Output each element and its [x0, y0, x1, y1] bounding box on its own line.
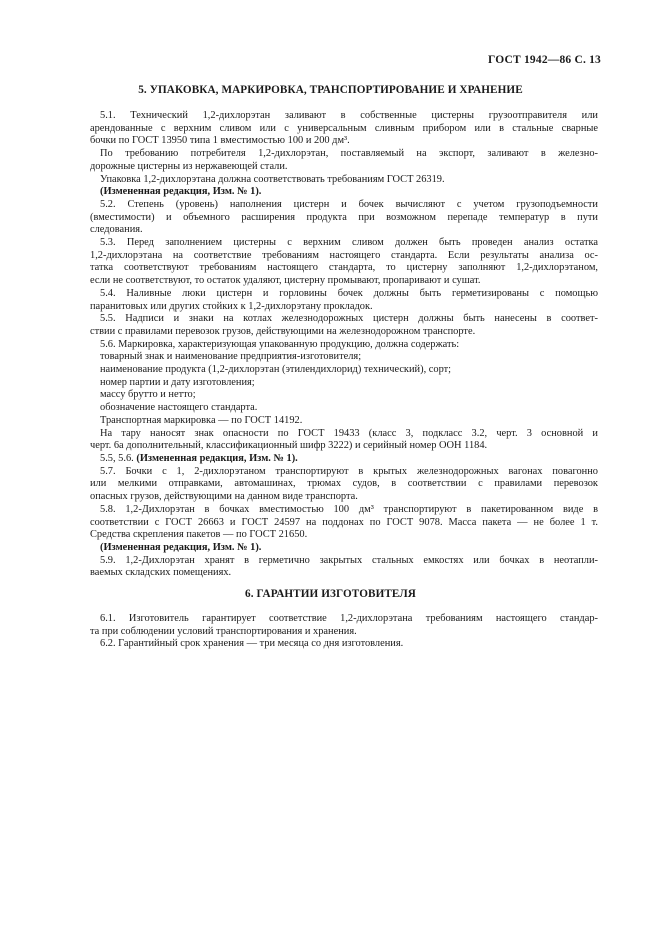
text-line-content: или мелкими отправками, автомашинах, трюмах судов, в соответствии с правилами перевозок — [90, 478, 598, 490]
text-line — [90, 275, 598, 288]
text-line — [90, 212, 598, 225]
text-line-content: 5.2. Степень (уровень) наполнения цистерн и бочек вычисляют с учетом грузоподъемности — [100, 198, 598, 210]
text-line — [90, 453, 598, 466]
text-line — [90, 123, 598, 136]
text-line — [90, 110, 598, 123]
section-6-body — [90, 613, 598, 651]
text-line — [90, 478, 598, 491]
text-line — [90, 415, 598, 428]
text-line-content: ствии с правилами перевозок грузов, действующими на железнодорожном транспорте. — [90, 325, 476, 337]
text-line-content: (Измененная редакция, Изм. № 1). — [100, 186, 262, 198]
text-line — [90, 161, 598, 174]
text-line — [90, 466, 598, 479]
text-line-content: 5.9. 1,2-Дихлорэтан хранят в герметично закрытых стальных емкостях или бочках в неотапли- — [100, 554, 598, 566]
text-line-content: следования. — [90, 224, 143, 236]
text-line-content: черт. 6а дополнительный, классификационный шифр 3222) и серийный номер ООН 1184. — [90, 440, 488, 452]
text-line-content: паранитовых или других стойких к 1,2-дихлорэтану прокладок. — [90, 300, 373, 312]
text-line — [90, 377, 598, 390]
text-line-content: 5.6. Маркировка, характеризующая упакованную продукцию, должна содержать: — [100, 338, 460, 350]
section-5-body — [90, 110, 598, 580]
page-header: ГОСТ 1942—86 С. 13 — [488, 54, 601, 66]
text-line-content: Средства скрепления пакетов — по ГОСТ 21650. — [90, 529, 308, 541]
text-line — [90, 364, 598, 377]
text-line-content: та при соблюдении условий транспортирования и хранения. — [90, 625, 357, 637]
text-line — [90, 237, 598, 250]
text-line — [90, 250, 598, 263]
text-line — [90, 613, 598, 626]
text-line-content: (Измененная редакция, Изм. № 1). — [100, 541, 262, 553]
text-line-content: массу брутто и нетто; — [100, 389, 196, 401]
text-line-content: (вместимости) и объемного расширения продукта при возможном перепаде температур в пути — [90, 211, 598, 223]
text-line-content: татка соответствуют требованиям настоящего стандарта, то цистерну заполняют 1,2-дихлорэтаном, — [90, 262, 598, 274]
text-line-content: бочки по ГОСТ 13950 типа 1 вместимостью 100 и 200 дм³. — [90, 135, 350, 147]
text-line — [90, 339, 598, 352]
text-line-content: наименование продукта (1,2-дихлорэтан (этилендихлорид) технический), сорт; — [100, 364, 452, 376]
text-line-content: обозначение настоящего стандарта. — [100, 402, 258, 414]
text-line — [90, 440, 598, 453]
text-line — [90, 135, 598, 148]
text-line-content: если не соответствуют, то остаток удаляют, цистерну промывают, пропаривают и сушат. — [90, 275, 481, 287]
section-6-title: 6. ГАРАНТИИ ИЗГОТОВИТЕЛЯ — [245, 588, 416, 600]
text-line — [90, 529, 598, 542]
text-line — [90, 517, 598, 530]
text-line-content: 1,2-дихлорэтана на соответствие требованиям настоящего стандарта. Если результаты анализа ос- — [90, 249, 598, 261]
text-line — [90, 389, 598, 402]
text-line-content: 5.4. Наливные люки цистерн и горловины бочек должны быть герметизированы с помощью — [100, 287, 598, 299]
text-line — [90, 288, 598, 301]
text-line-content: опасных грузов, действующими на данном виде транспорта. — [90, 491, 358, 503]
text-line — [90, 504, 598, 517]
text-line — [90, 224, 598, 237]
text-line — [90, 186, 598, 199]
text-line-content: Транспортная маркировка — по ГОСТ 14192. — [100, 414, 303, 426]
text-line — [90, 428, 598, 441]
text-line-content: По требованию потребителя 1,2-дихлорэтан, поставляемый на экспорт, заливают в железно- — [100, 148, 598, 160]
text-line-content: 5.5, 5.6. — [100, 452, 137, 464]
text-line-content: дорожные цистерны из нержавеющей стали. — [90, 160, 288, 172]
text-line-content: ваемых складских помещениях. — [90, 567, 232, 579]
text-line — [90, 148, 598, 161]
text-line-content: 5.7. Бочки с 1, 2-дихлорэтаном транспортируют в крытых железнодорожных вагонах повагонно — [100, 465, 598, 477]
text-line — [90, 326, 598, 339]
text-line — [90, 491, 598, 504]
text-line — [90, 626, 598, 639]
text-line — [90, 301, 598, 314]
text-line-content: товарный знак и наименование предприятия-изготовителя; — [100, 351, 362, 363]
text-line-content: 5.3. Перед заполнением цистерны с верхним сливом должен быть проведен анализ остатка — [100, 237, 598, 249]
text-line — [90, 199, 598, 212]
text-line-content: 6.1. Изготовитель гарантирует соответствие 1,2-дихлорэтана требованиям настоящего стандар- — [100, 613, 598, 624]
text-line — [90, 638, 598, 651]
text-line-content: 5.8. 1,2-Дихлорэтан в бочках вместимостью 100 дм³ транспортируют в пакетированном виде в — [100, 503, 598, 515]
text-line — [90, 313, 598, 326]
text-line-content: 5.1. Технический 1,2-дихлорэтан заливают в собственные цистерны грузоотправителя или — [100, 110, 598, 121]
text-line — [90, 174, 598, 187]
text-line — [90, 555, 598, 568]
text-line — [90, 542, 598, 555]
edition-note: (Измененная редакция, Изм. № 1). — [136, 452, 298, 464]
text-line-content: На тару наносят знак опасности по ГОСТ 19433 (класс 3, подкласс 3.2, черт. 3 основной и — [100, 427, 598, 439]
text-line — [90, 567, 598, 580]
text-line-content: номер партии и дату изготовления; — [100, 376, 255, 388]
text-line — [90, 351, 598, 364]
text-line-content: соответствии с ГОСТ 26663 и ГОСТ 24597 на поддонах по ГОСТ 9078. Масса пакета — не более 1 т. — [90, 516, 598, 528]
text-line — [90, 262, 598, 275]
text-line-content: Упаковка 1,2-дихлорэтана должна соответствовать требованиям ГОСТ 26319. — [100, 173, 445, 185]
text-line-content: 5.5. Надписи и знаки на котлах железнодорожных цистерн должны быть нанесены в соответ- — [100, 313, 598, 325]
text-line-content: 6.2. Гарантийный срок хранения — три месяца со дня изготовления. — [100, 638, 404, 650]
text-line-content: арендованные с верхним сливом или с универсальным сливным прибором или в стальные сварные — [90, 122, 598, 134]
section-5-title: 5. УПАКОВКА, МАРКИРОВКА, ТРАНСПОРТИРОВАНИЕ И ХРАНЕНИЕ — [138, 84, 523, 96]
text-line — [90, 402, 598, 415]
